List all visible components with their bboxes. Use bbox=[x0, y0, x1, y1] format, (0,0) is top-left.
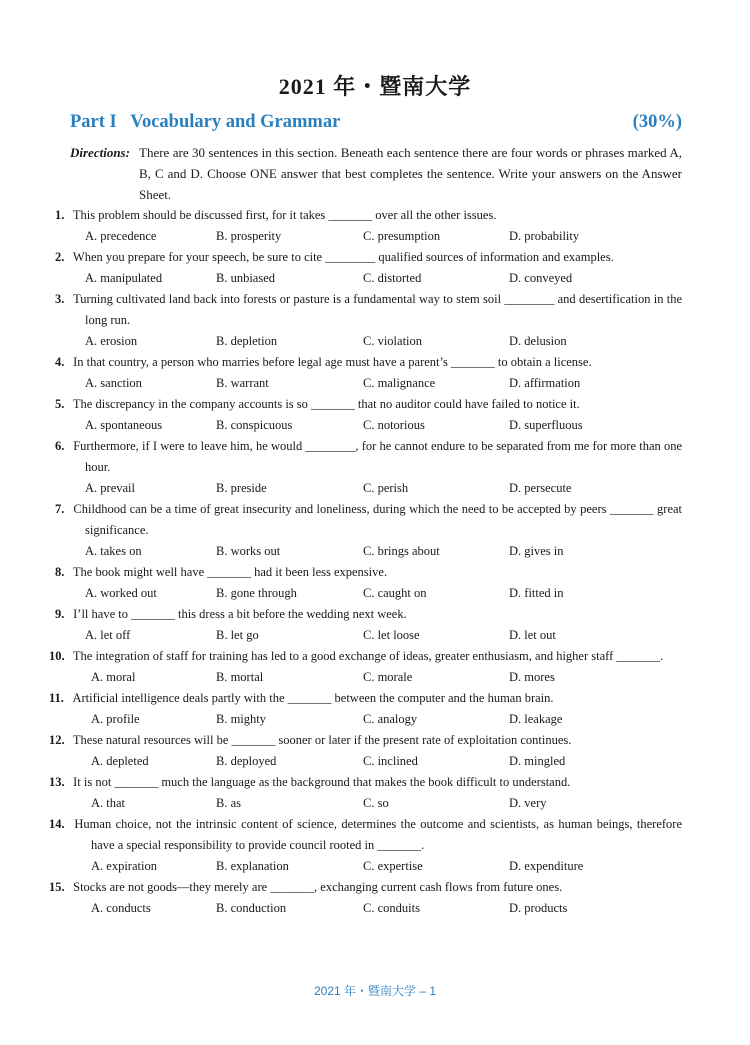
option-d: D. very bbox=[509, 796, 547, 810]
question-text: The book might well have _______ had it been less expensive. bbox=[72, 565, 388, 579]
question-text: This problem should be discussed first, for it takes _______ over all the other issues. bbox=[72, 208, 497, 222]
answer-options bbox=[70, 667, 682, 688]
question-text: Childhood can be a time of great insecurity and loneliness, during which the need to be accepted by peers _______ great significance. bbox=[73, 502, 683, 537]
question-stem: 3. Turning cultivated land back into forests or pasture is a fundamental way to stem soil ________ and desertification in the long run. bbox=[55, 292, 682, 327]
option-c: C. violation bbox=[363, 334, 423, 348]
option-b: B. unbiased bbox=[216, 271, 276, 285]
option-b: B. conspicuous bbox=[216, 418, 293, 432]
option-c: C. so bbox=[363, 796, 389, 810]
section-heading bbox=[70, 112, 682, 136]
question-text: Stocks are not goods—they merely are _______, exchanging current cash flows from future ones. bbox=[73, 880, 563, 894]
option-a: A. takes on bbox=[85, 544, 142, 558]
question-item bbox=[49, 772, 682, 814]
option-c: C. notorious bbox=[363, 418, 425, 432]
option-a: A. precedence bbox=[85, 229, 157, 243]
option-c: C. distorted bbox=[363, 271, 422, 285]
question-stem: 13. It is not _______ much the language as the background that makes the book difficult to understand. bbox=[49, 775, 571, 789]
answer-options bbox=[70, 709, 682, 730]
option-b: B. deployed bbox=[216, 754, 277, 768]
answer-options bbox=[70, 541, 682, 562]
option-b: B. depletion bbox=[216, 334, 278, 348]
option-a: A. depleted bbox=[91, 754, 149, 768]
answer-options bbox=[70, 583, 682, 604]
page-footer: 2021 年・暨南大学 – 1 bbox=[313, 984, 437, 998]
question-list bbox=[49, 205, 683, 919]
question-stem: 5. The discrepancy in the company accounts is so _______ that no auditor could have failed to notice it. bbox=[55, 397, 580, 411]
question-stem: 15. Stocks are not goods—they merely are _______, exchanging current cash flows from future ones. bbox=[49, 880, 563, 894]
option-a: A. worked out bbox=[85, 586, 157, 600]
question-text: When you prepare for your speech, be sure to cite ________ qualified sources of information and examples. bbox=[72, 250, 614, 264]
question-stem: 7. Childhood can be a time of great insecurity and loneliness, during which the need to be accepted by peers _______ great significance. bbox=[55, 502, 683, 537]
option-b: B. let go bbox=[216, 628, 259, 642]
question-item bbox=[55, 604, 682, 646]
option-c: C. caught on bbox=[363, 586, 427, 600]
question-text: Artificial intelligence deals partly with the _______ between the computer and the human brain. bbox=[72, 691, 554, 705]
option-d: D. expenditure bbox=[509, 859, 584, 873]
answer-options bbox=[70, 793, 682, 814]
option-b: B. conduction bbox=[216, 901, 287, 915]
option-c: C. presumption bbox=[363, 229, 441, 243]
option-a: A. that bbox=[91, 796, 126, 810]
option-a: A. profile bbox=[91, 712, 140, 726]
page-title: 2021 年・暨南大学 bbox=[278, 74, 472, 99]
question-text: Human choice, not the intrinsic content of science, determines the outcome and scientists, as human beings, therefore have a special responsibility to provide council rooted in _______. bbox=[74, 817, 683, 852]
question-stem: 11. Artificial intelligence deals partly with the _______ between the computer and the human brain. bbox=[49, 691, 554, 705]
question-stem: 8. The book might well have _______ had it been less expensive. bbox=[55, 565, 388, 579]
option-b: B. mortal bbox=[216, 670, 264, 684]
section-weight: (30%) bbox=[632, 112, 682, 132]
option-d: D. mores bbox=[509, 670, 555, 684]
option-d: D. mingled bbox=[509, 754, 566, 768]
question-text: These natural resources will be _______ sooner or later if the present rate of exploitation continues. bbox=[72, 733, 572, 747]
answer-options bbox=[70, 898, 682, 919]
question-item bbox=[49, 877, 682, 919]
option-d: D. delusion bbox=[509, 334, 567, 348]
option-c: C. morale bbox=[363, 670, 413, 684]
option-c: C. expertise bbox=[363, 859, 423, 873]
answer-options bbox=[70, 226, 682, 247]
option-b: B. preside bbox=[216, 481, 267, 495]
option-a: A. expiration bbox=[91, 859, 157, 873]
option-b: B. works out bbox=[216, 544, 281, 558]
question-text: Turning cultivated land back into forests or pasture is a fundamental way to stem soil ________ and desertification in the long run. bbox=[73, 292, 682, 327]
option-d: D. fitted in bbox=[509, 586, 564, 600]
question-item bbox=[49, 730, 682, 772]
answer-options bbox=[70, 331, 682, 352]
option-a: A. prevail bbox=[85, 481, 135, 495]
option-b: B. mighty bbox=[216, 712, 267, 726]
question-text: In that country, a person who marries before legal age must have a parent’s _______ to obtain a license. bbox=[73, 355, 592, 369]
question-stem: 1. This problem should be discussed first, for it takes _______ over all the other issues. bbox=[55, 208, 497, 222]
option-b: B. explanation bbox=[216, 859, 289, 873]
question-stem: 4. In that country, a person who marries before legal age must have a parent’s _______ to obtain a license. bbox=[55, 355, 592, 369]
option-b: B. prosperity bbox=[216, 229, 282, 243]
option-d: D. persecute bbox=[509, 481, 572, 495]
answer-options bbox=[70, 625, 682, 646]
option-d: D. conveyed bbox=[509, 271, 573, 285]
directions bbox=[70, 142, 682, 205]
answer-options bbox=[70, 856, 682, 877]
option-d: D. probability bbox=[509, 229, 580, 243]
question-text: The integration of staff for training has led to a good exchange of ideas, greater enthusiasm, and higher staff _______. bbox=[72, 649, 664, 663]
option-d: D. products bbox=[509, 901, 568, 915]
option-a: A. sanction bbox=[85, 376, 142, 390]
option-c: C. let loose bbox=[363, 628, 420, 642]
option-a: A. moral bbox=[91, 670, 136, 684]
option-a: A. manipulated bbox=[85, 271, 163, 285]
directions-label: Directions: bbox=[70, 145, 130, 160]
option-c: C. conduits bbox=[363, 901, 420, 915]
question-stem: 14. Human choice, not the intrinsic content of science, determines the outcome and scientists, as human beings, therefore have a special responsibility to provide council rooted in _______. bbox=[49, 817, 683, 852]
question-item bbox=[55, 289, 682, 352]
option-c: C. analogy bbox=[363, 712, 418, 726]
section-title: Part I Vocabulary and Grammar bbox=[70, 112, 341, 132]
question-item bbox=[55, 394, 682, 436]
question-stem: 12. These natural resources will be _______ sooner or later if the present rate of exploitation continues. bbox=[49, 733, 572, 747]
option-c: C. malignance bbox=[363, 376, 436, 390]
option-b: B. as bbox=[216, 796, 241, 810]
option-c: C. inclined bbox=[363, 754, 418, 768]
option-c: C. perish bbox=[363, 481, 409, 495]
answer-options bbox=[70, 478, 682, 499]
option-d: D. superfluous bbox=[509, 418, 583, 432]
option-d: D. gives in bbox=[509, 544, 564, 558]
question-stem: 9. I’ll have to _______ this dress a bit before the wedding next week. bbox=[55, 607, 407, 621]
option-d: D. affirmation bbox=[509, 376, 581, 390]
option-b: B. gone through bbox=[216, 586, 297, 600]
question-item bbox=[55, 562, 682, 604]
question-item bbox=[55, 352, 682, 394]
answer-options bbox=[70, 373, 682, 394]
question-text: It is not _______ much the language as the background that makes the book difficult to understand. bbox=[73, 775, 571, 789]
option-a: A. conducts bbox=[91, 901, 151, 915]
question-text: The discrepancy in the company accounts is so _______ that no auditor could have failed to notice it. bbox=[72, 397, 580, 411]
answer-options bbox=[70, 415, 682, 436]
option-d: D. leakage bbox=[509, 712, 563, 726]
question-item bbox=[49, 814, 683, 877]
option-c: C. brings about bbox=[363, 544, 440, 558]
question-item bbox=[49, 646, 682, 688]
question-stem: 10. The integration of staff for training has led to a good exchange of ideas, greater enthusiasm, and higher staff _______. bbox=[49, 649, 664, 663]
directions-text: There are 30 sentences in this section. Beneath each sentence there are four words or phrases marked A, B, C and D. Choose ONE answer that best completes the sentence. Write your answers on the Answer Sheet. bbox=[139, 145, 682, 202]
question-text: Furthermore, if I were to leave him, he would ________, for he cannot endure to be separated from me for more than one hour. bbox=[73, 439, 682, 474]
question-item bbox=[55, 436, 682, 499]
option-d: D. let out bbox=[509, 628, 556, 642]
question-stem: 6. Furthermore, if I were to leave him, he would ________, for he cannot endure to be separated from me for more than one hour. bbox=[55, 439, 682, 474]
option-a: A. erosion bbox=[85, 334, 138, 348]
question-item bbox=[55, 247, 682, 289]
option-a: A. spontaneous bbox=[85, 418, 163, 432]
answer-options bbox=[70, 751, 682, 772]
question-item bbox=[55, 499, 683, 562]
question-stem: 2. When you prepare for your speech, be sure to cite ________ qualified sources of information and examples. bbox=[55, 250, 614, 264]
question-item bbox=[49, 688, 682, 730]
option-a: A. let off bbox=[85, 628, 131, 642]
answer-options bbox=[70, 268, 682, 289]
option-b: B. warrant bbox=[216, 376, 269, 390]
question-text: I’ll have to _______ this dress a bit before the wedding next week. bbox=[73, 607, 407, 621]
question-item bbox=[55, 205, 682, 247]
